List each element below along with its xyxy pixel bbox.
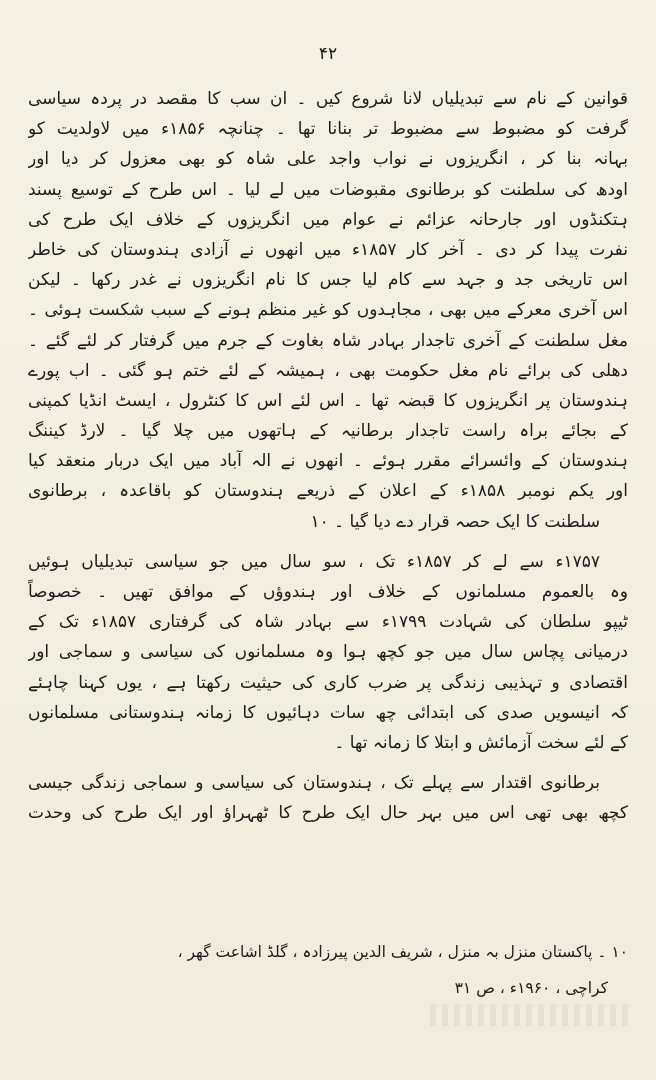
text-line: وہ بالعموم مسلمانوں کے خلاف اور ہندوؤں کے موافق تھیں ۔ خصوصاً bbox=[28, 582, 628, 602]
text-line: اور یکم نومبر ۱۸۵۸ء کے اعلان کے ذریعے ہندوستان کو باقاعدہ ، برطانوی bbox=[28, 481, 628, 502]
text-line: ہندوستان کے وائسرائے مقرر ہوئے ۔ انھوں نے الہ آباد میں ایک دربار منعقد کیا bbox=[28, 451, 628, 472]
body-text bbox=[28, 84, 628, 839]
text-line: اودھ کی سلطنت کو برطانوی مقبوضات میں لے لیا ۔ اس طرح کے توسیع پسند bbox=[28, 179, 628, 200]
text-line: اس آخری معرکے میں بھی ، مجاہدوں کو غیر منظم ہونے کے سبب شکست ہوئی ۔ bbox=[28, 300, 628, 321]
text-line: نفرت پیدا کر دی ۔ آخر کار ۱۸۵۷ء میں انھوں نے آزادی ہندوستان کی خاطر bbox=[28, 239, 628, 260]
text-line: اس تاریخی جد و جہد سے کام لیا جس کا نام انگریزوں نے غدر رکھا ۔ لیکن bbox=[28, 270, 628, 291]
text-line: اقتصادی و تہذیبی زندگی پر ضرب کاری کی حیثیت رکھتا ہے ، یوں کہنا چاہئے bbox=[28, 672, 628, 693]
bleed-through-shadow bbox=[430, 1004, 630, 1026]
paragraph-2 bbox=[28, 547, 628, 758]
text-line: بہانہ بنا کر ، انگریزوں نے نواب واجد علی شاہ کو بھی معزول کر دیا اور bbox=[28, 149, 628, 170]
text-line: ٹیپو سلطان کی شہادت ۱۷۹۹ء سے بہادر شاہ کی گرفتاری ۱۸۵۷ء تک کے bbox=[28, 612, 628, 633]
text-line: کچھ بھی تھی اس میں بہر حال ایک طرح کا ٹھہراؤ اور ایک طرح کی وحدت bbox=[28, 803, 628, 824]
text-line: مغل سلطنت کے آخری تاجدار بہادر شاہ بغاوت کے جرم میں گرفتار کر لئے گئے ۔ bbox=[28, 330, 628, 351]
footnote-line: کراچی ، ۱۹۶۰ء ، ص ۳۱ bbox=[454, 979, 608, 997]
text-line: دھلی کی برائے نام مغل حکومت بھی ، ہمیشہ کے لئے ختم ہو گئی ۔ اب پورے bbox=[28, 360, 628, 381]
page-number: ۴۲ bbox=[318, 44, 338, 64]
text-line: برطانوی اقتدار سے پہلے تک ، ہندوستان کی سیاسی و سماجی زندگی جیسی bbox=[28, 773, 600, 794]
footnote bbox=[28, 934, 628, 1006]
text-line: قوانین کے نام سے تبدیلیاں لانا شروع کیں ۔ ان سب کا مقصد در پردہ سیاسی bbox=[28, 89, 628, 109]
text-line: کے لئے سخت آزمائش و ابتلا کا زمانہ تھا ۔ bbox=[334, 732, 628, 753]
text-line: ہتکنڈوں اور جارحانہ عزائم نے عوام میں انگریزوں کے خلاف ایک طرح کی bbox=[28, 209, 628, 230]
text-line: کے بجائے براہ راست تاجدار برطانیہ کے ہاتھوں میں چلا گیا ۔ لارڈ کیننگ bbox=[28, 421, 628, 442]
paragraph-3 bbox=[28, 768, 628, 828]
text-line: سلطنت کا ایک حصہ قرار دے دیا گیا ۔ ۱۰ bbox=[310, 511, 600, 532]
text-line: درمیانی پچاس سال میں جو کچھ ہوا وہ مسلمانوں کی سیاسی و سماجی اور bbox=[28, 642, 628, 663]
footnote-line: ۱۰ ۔ پاکستان منزل بہ منزل ، شریف الدین پیرزادہ ، گلڈ اشاعت گھر ، bbox=[177, 943, 628, 961]
text-line: کہ انیسویں صدی کی ابتدائی چھ سات دہائیوں کا زمانہ ہندوستانی مسلمانوں bbox=[28, 702, 628, 723]
text-line: ہندوستان پر انگریزوں کا قبضہ تھا ۔ اس لئے اس کا کنٹرول ، ایسٹ انڈیا کمپنی bbox=[28, 390, 628, 411]
text-line: ۱۷۵۷ء سے لے کر ۱۸۵۷ء تک ، سو سال میں جو سیاسی تبدیلیاں ہوئیں bbox=[28, 551, 600, 572]
paragraph-1 bbox=[28, 84, 628, 537]
text-line: گرفت کو مضبوط سے مضبوط تر بنانا تھا ۔ چنانچہ ۱۸۵۶ء میں لاولدیت کو bbox=[28, 119, 628, 140]
